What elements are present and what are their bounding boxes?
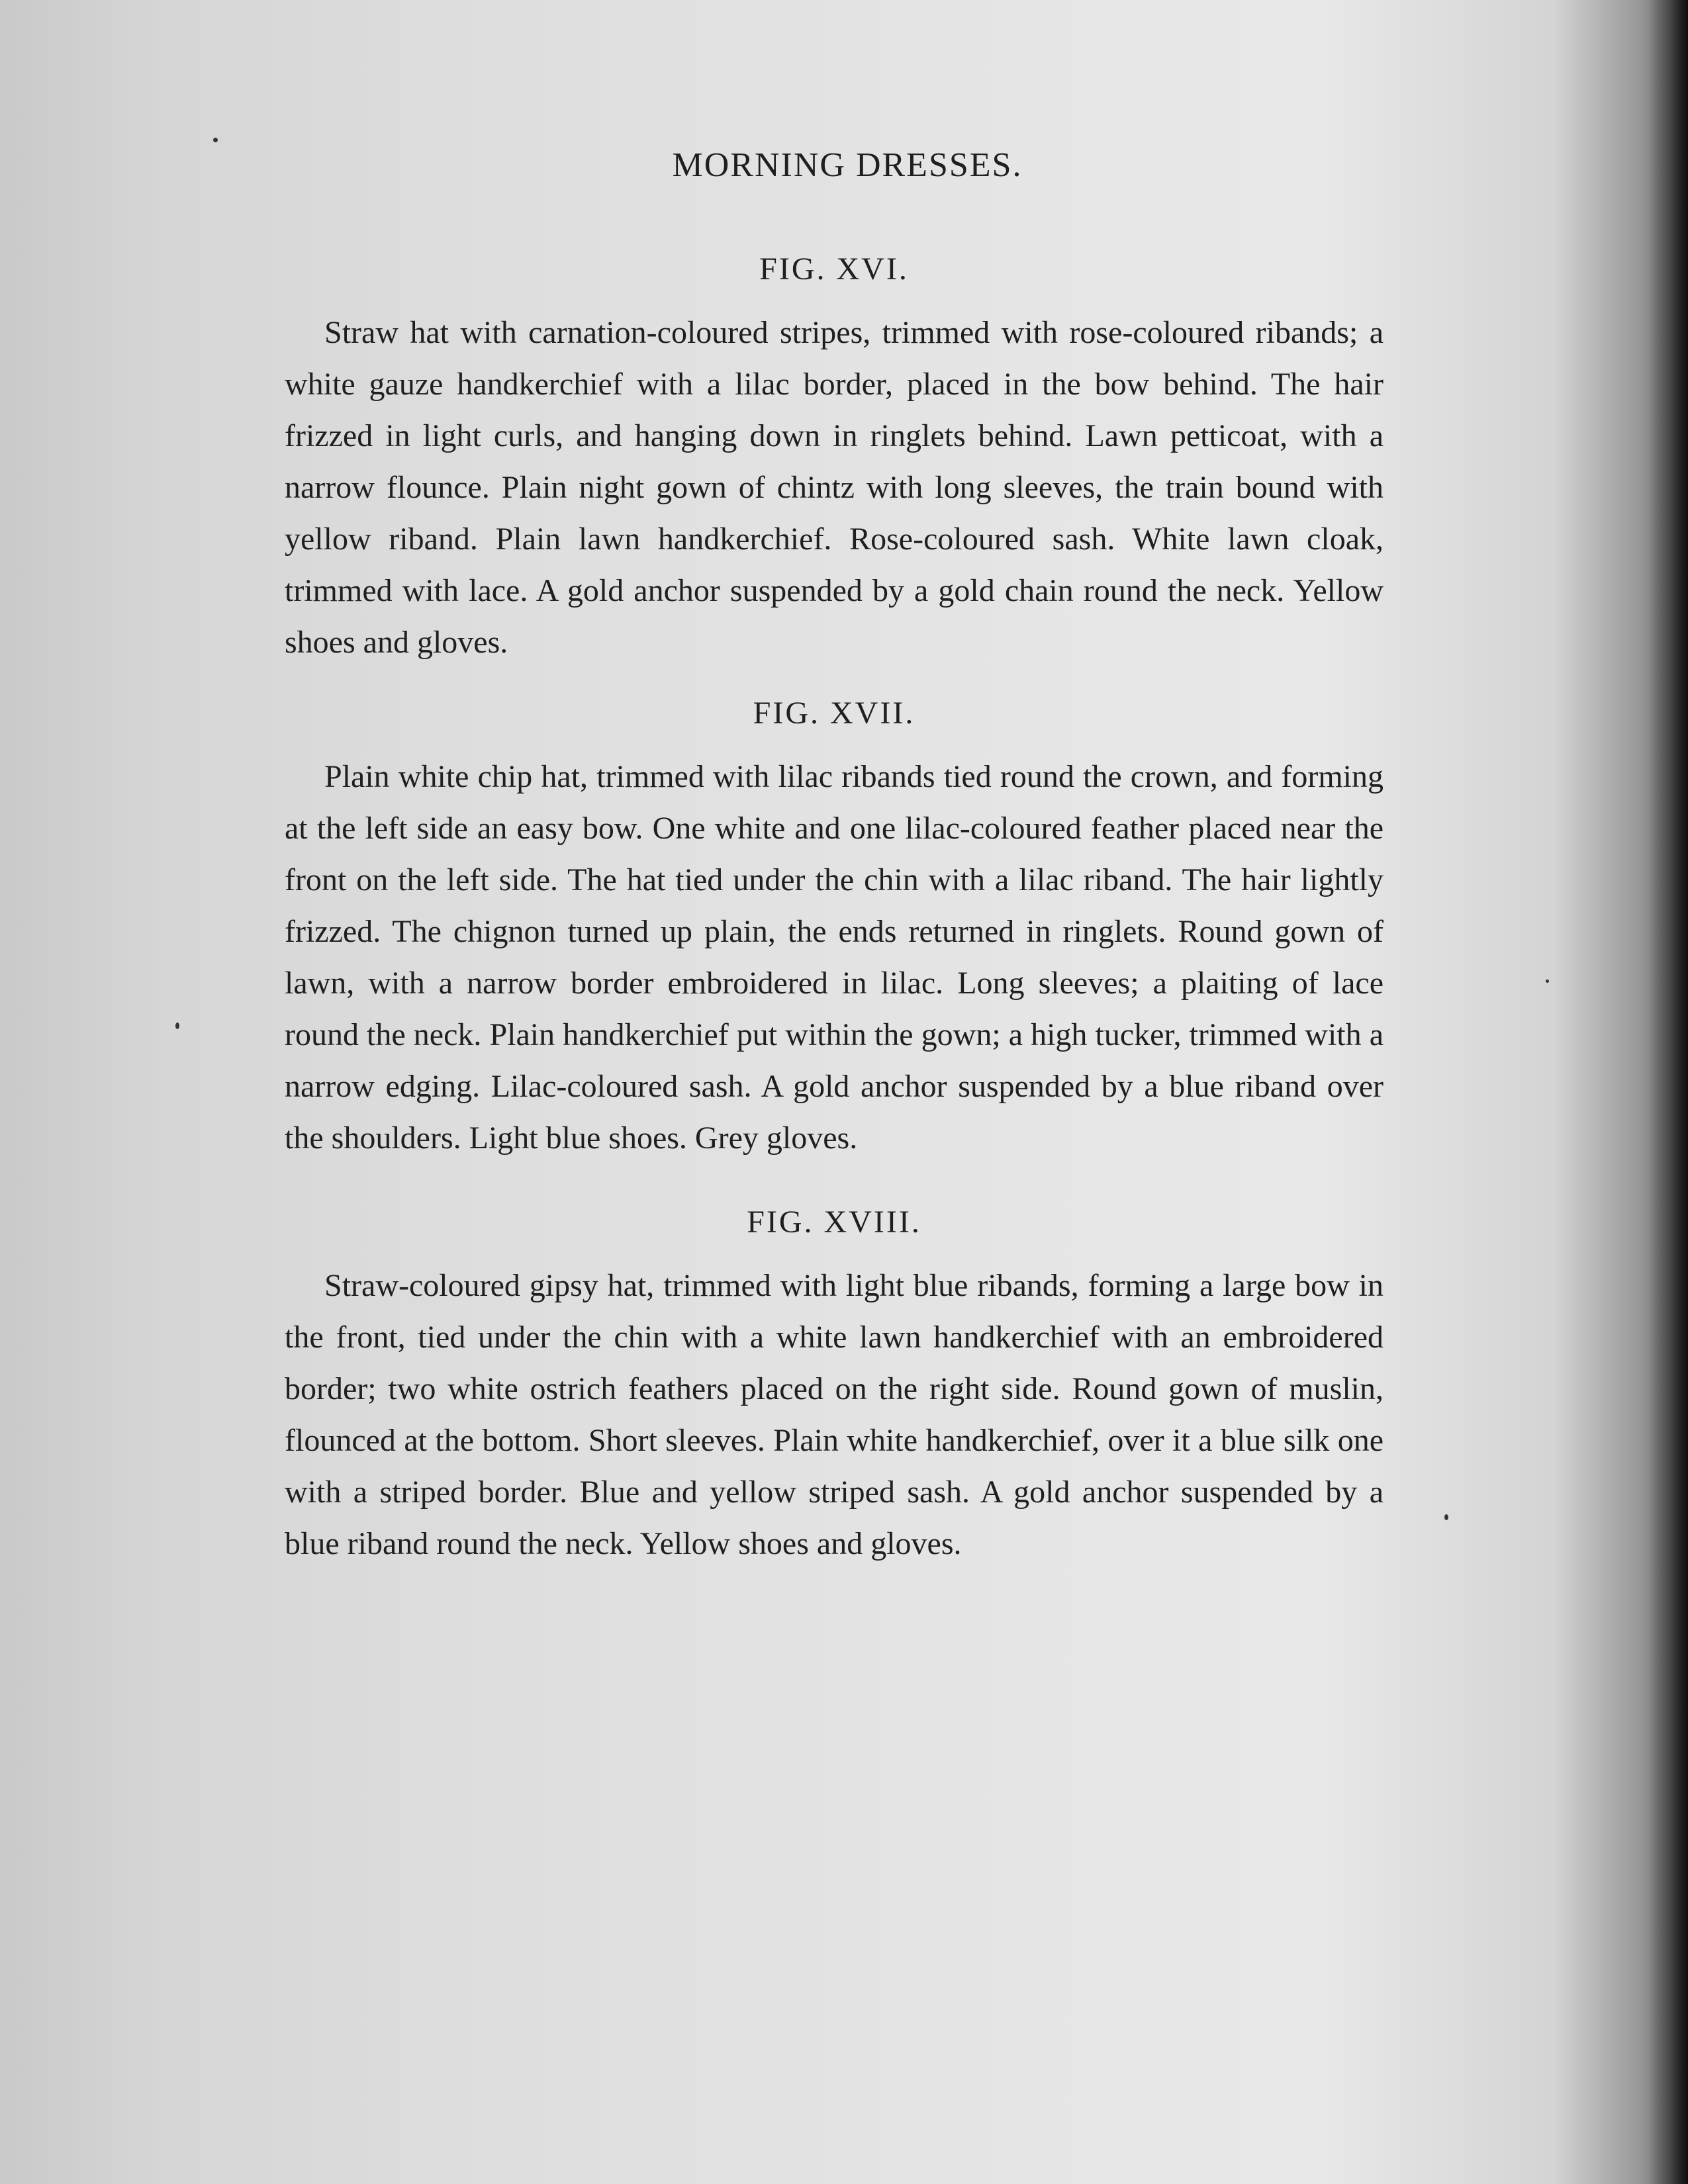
- ink-speck: [1546, 979, 1549, 983]
- section-fig-xvii: [285, 695, 1383, 1164]
- section-heading: FIG. XVI.: [759, 251, 909, 287]
- page-edge-shadow: [1648, 0, 1688, 2184]
- page-text: [285, 132, 1383, 1596]
- section-fig-xvi: [285, 251, 1383, 668]
- section-heading: FIG. XVII.: [753, 696, 915, 731]
- section-text: Straw-coloured gipsy hat, trimmed with light blue ribands, forming a large bow in the front, tied under the chin with a white lawn handkerchief with an embroidered border; two white ostrich feathers placed on the right side. Round gown of muslin, flounced at the bottom. Short sleeves. Plain white handkerchief, over it a blue silk one with a striped border. Blue and yellow striped sash. A gold anchor suspended by a blue riband round the neck. Yellow shoes and gloves.: [285, 1268, 1383, 1561]
- section-text: Straw hat with carnation-coloured stripes, trimmed with rose-coloured ribands; a white gauze handkerchief with a lilac border, placed in the bow behind. The hair frizzed in light curls, and hanging down in ringlets behind. Lawn petticoat, with a narrow flounce. Plain night gown of chintz with long sleeves, the train bound with yellow riband. Plain lawn handkerchief. Rose-coloured sash. White lawn cloak, trimmed with lace. A gold anchor suspended by a gold chain round the neck. Yellow shoes and gloves.: [285, 315, 1383, 660]
- section-heading: FIG. XVIII.: [747, 1205, 921, 1240]
- ink-speck: [213, 138, 218, 142]
- page-title: MORNING DRESSES.: [672, 146, 1023, 184]
- ink-speck: [175, 1023, 179, 1029]
- section-fig-xviii: [285, 1204, 1383, 1570]
- section-text: Plain white chip hat, trimmed with lilac ribands tied round the crown, and forming at the left side an easy bow. One white and one lilac-coloured feather placed near the front on the left side. The hat tied under the chin with a lilac riband. The hair lightly frizzed. The chignon turned up plain, the ends returned in ringlets. Round gown of lawn, with a narrow border embroidered in lilac. Long sleeves; a plaiting of lace round the neck. Plain handkerchief put within the gown; a high tucker, trimmed with a narrow edging. Lilac-coloured sash. A gold anchor suspended by a blue riband over the shoulders. Light blue shoes. Grey gloves.: [285, 759, 1383, 1156]
- ink-speck: [1444, 1514, 1448, 1520]
